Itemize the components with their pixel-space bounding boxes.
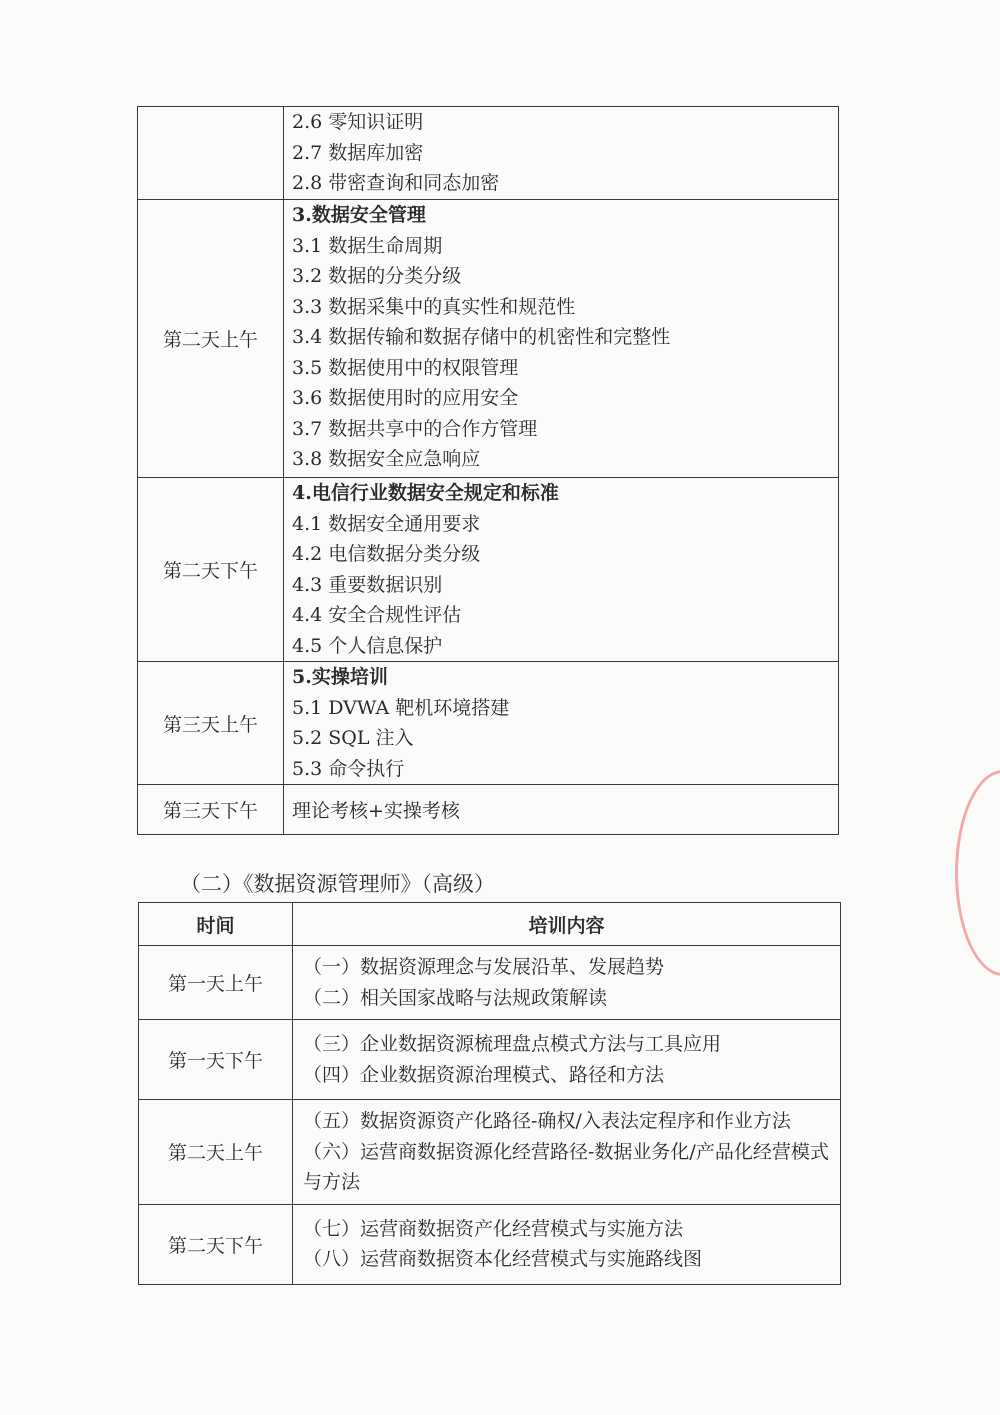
content-line: 3.1 数据生命周期 bbox=[292, 234, 443, 257]
table-row bbox=[139, 946, 841, 1020]
section-title: （二）《数据资源管理师》（高级） bbox=[180, 872, 495, 896]
red-seal-stamp bbox=[955, 770, 1000, 976]
content-line: 4.5 个人信息保护 bbox=[292, 634, 443, 657]
table-row bbox=[138, 200, 839, 478]
content-cell bbox=[293, 1204, 841, 1284]
content-cell bbox=[293, 1100, 841, 1205]
content-line: （三）企业数据资源梳理盘点模式方法与工具应用 bbox=[303, 1033, 722, 1055]
column-header-time: 时间 bbox=[139, 903, 293, 946]
table-row bbox=[138, 662, 839, 785]
content-line: 5.1 DVWA 靶机环境搭建 bbox=[292, 696, 510, 719]
content-line: （八）运营商数据资本化经营模式与实施路线图 bbox=[303, 1248, 703, 1270]
content-line: 2.8 带密查询和同态加密 bbox=[292, 172, 500, 194]
table-row bbox=[138, 785, 839, 835]
content-line: （一）数据资源理念与发展沿革、发展趋势 bbox=[303, 956, 665, 978]
content-line: 4.1 数据安全通用要求 bbox=[292, 512, 481, 535]
time-cell: 第二天下午 bbox=[138, 478, 284, 662]
content-line: 3.5 数据使用中的权限管理 bbox=[292, 356, 519, 379]
time-cell bbox=[138, 107, 284, 200]
column-header-content: 培训内容 bbox=[293, 903, 841, 946]
content-line: 5.2 SQL 注入 bbox=[292, 727, 414, 749]
table-row bbox=[138, 107, 839, 200]
table-row bbox=[139, 1204, 841, 1284]
content-line: 3.4 数据传输和数据存储中的机密性和完整性 bbox=[292, 326, 671, 348]
course-schedule-table-2 bbox=[138, 902, 841, 1285]
section-heading: 4.电信行业数据安全规定和标准 bbox=[292, 482, 559, 504]
content-line: 2.7 数据库加密 bbox=[292, 141, 424, 164]
content-line: 4.4 安全合规性评估 bbox=[292, 604, 462, 626]
time-cell: 第二天上午 bbox=[138, 200, 284, 478]
time-cell: 第一天下午 bbox=[139, 1020, 293, 1100]
content-line: （五）数据资源资产化路径-确权/入表法定程序和作业方法 bbox=[303, 1110, 791, 1132]
content-line: （六）运营商数据资源化经营路径-数据业务化/产品化经营模式与方法 bbox=[303, 1140, 829, 1193]
content-cell bbox=[284, 200, 839, 478]
time-cell: 第二天下午 bbox=[139, 1204, 293, 1284]
content-line: 3.6 数据使用时的应用安全 bbox=[292, 387, 519, 409]
content-line: （四）企业数据资源治理模式、路径和方法 bbox=[303, 1063, 665, 1086]
content-line: （七）运营商数据资产化经营模式与实施方法 bbox=[303, 1217, 684, 1240]
content-line: 4.2 电信数据分类分级 bbox=[292, 543, 481, 565]
content-line: 3.7 数据共享中的合作方管理 bbox=[292, 417, 538, 440]
content-cell bbox=[284, 662, 839, 785]
content-cell: 理论考核+实操考核 bbox=[284, 785, 839, 835]
table-row bbox=[139, 1020, 841, 1100]
content-line: 3.8 数据安全应急响应 bbox=[292, 448, 481, 470]
table-row bbox=[138, 478, 839, 662]
content-cell bbox=[284, 107, 839, 200]
time-cell: 第三天下午 bbox=[138, 785, 284, 835]
content-line: （二）相关国家战略与法规政策解读 bbox=[303, 986, 608, 1009]
table-row bbox=[139, 1100, 841, 1205]
table-header-row bbox=[139, 903, 841, 946]
time-cell: 第一天上午 bbox=[139, 946, 293, 1020]
content-cell bbox=[293, 1020, 841, 1100]
content-cell bbox=[293, 946, 841, 1020]
content-line: 5.3 命令执行 bbox=[292, 757, 405, 780]
content-line: 3.3 数据采集中的真实性和规范性 bbox=[292, 295, 576, 318]
section-heading: 5.实操培训 bbox=[292, 666, 388, 688]
time-cell: 第三天上午 bbox=[138, 662, 284, 785]
course-schedule-table-1 bbox=[137, 106, 839, 835]
content-cell bbox=[284, 478, 839, 662]
content-line: 2.6 零知识证明 bbox=[292, 111, 424, 133]
section-heading: 3.数据安全管理 bbox=[292, 204, 426, 226]
time-cell: 第二天上午 bbox=[139, 1100, 293, 1205]
content-line: 4.3 重要数据识别 bbox=[292, 573, 443, 596]
content-line: 3.2 数据的分类分级 bbox=[292, 265, 462, 287]
